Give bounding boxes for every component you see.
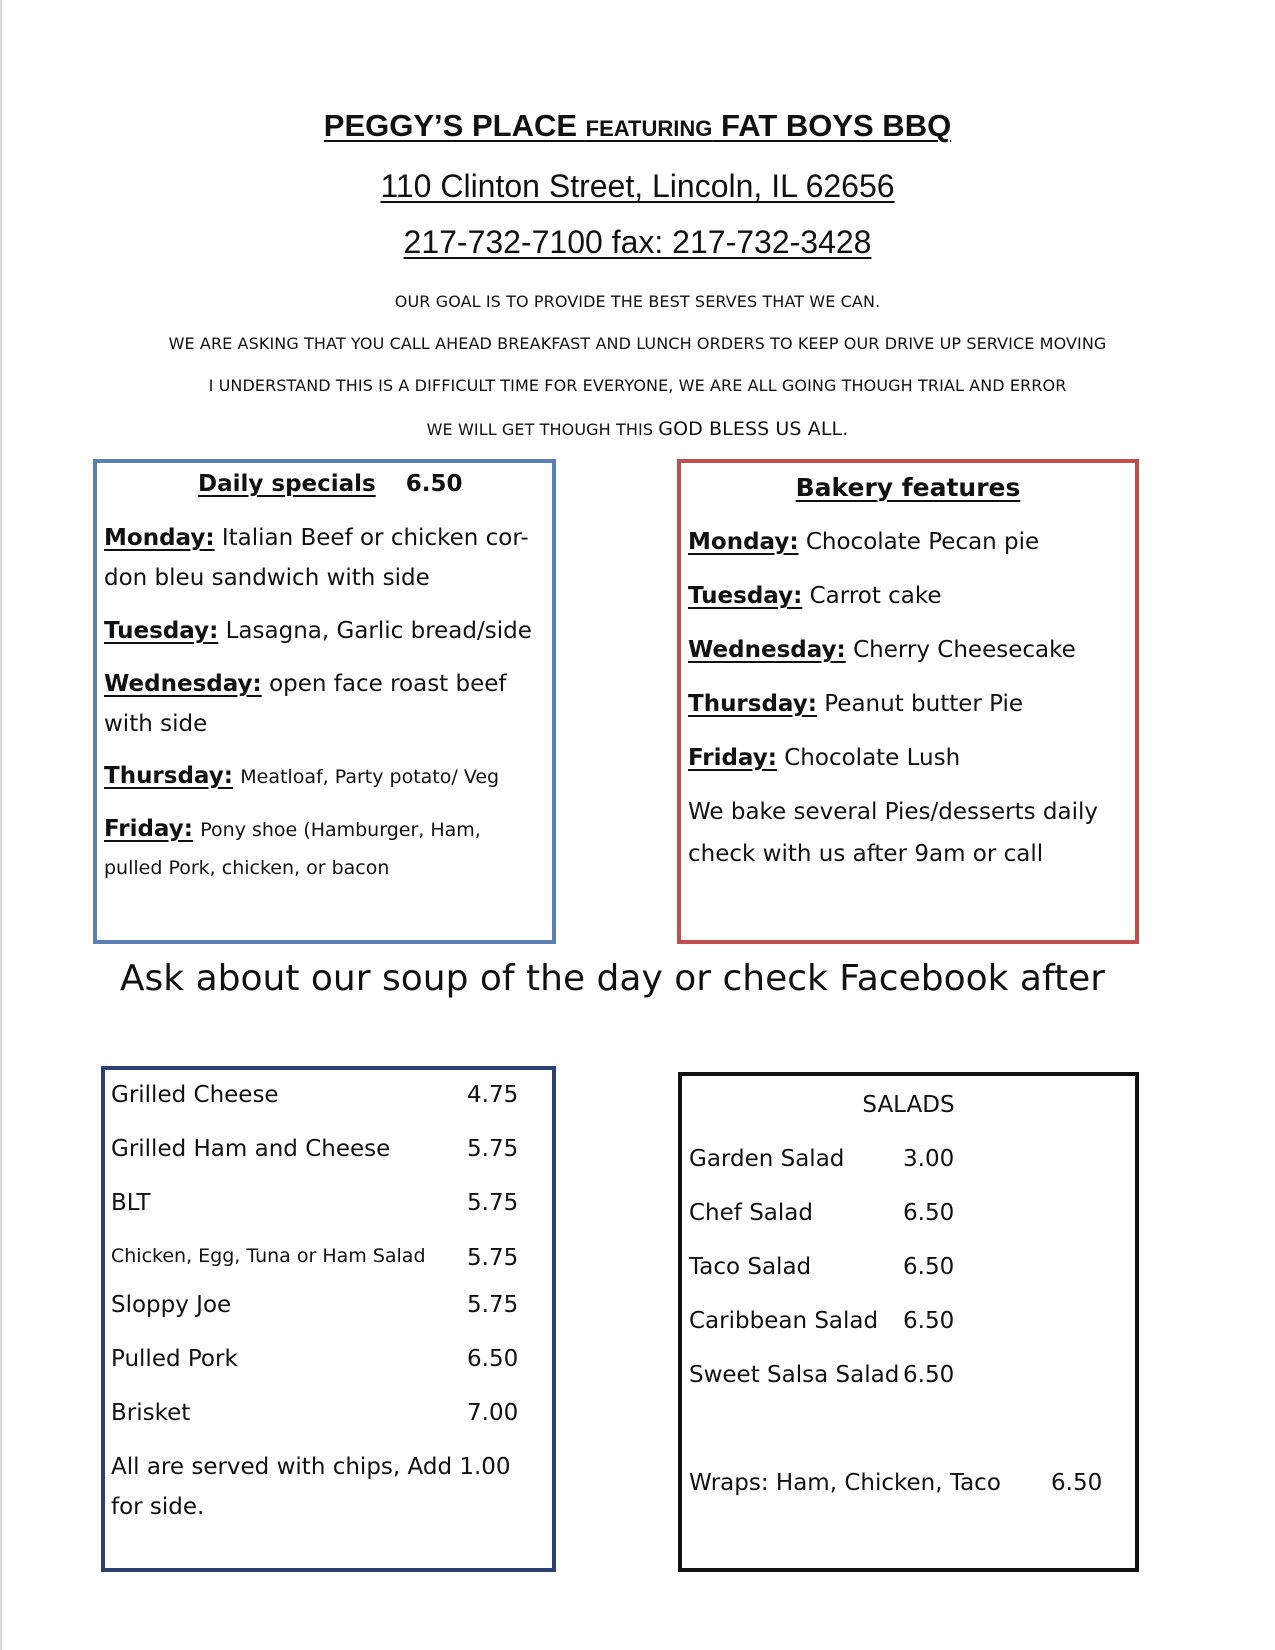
menu-item-price: 6.50 — [467, 1346, 519, 1372]
restaurant-title — [0, 108, 1275, 144]
bakery-title: Bakery features — [795, 473, 1021, 502]
bakery-friday — [688, 745, 960, 771]
daily-friday — [104, 816, 481, 842]
menu-item-name: Pulled Pork — [111, 1346, 238, 1372]
bakery-wednesday-text: Cherry Cheesecake — [853, 637, 1076, 663]
bakery-wednesday — [688, 637, 1076, 663]
soup-of-the-day-line: Ask about our soup of the day or check Facebook after — [119, 958, 1106, 999]
daily-friday-cont: pulled Pork, chicken, or bacon — [104, 857, 390, 879]
wraps-price: 6.50 — [1051, 1470, 1103, 1496]
menu-item-price: 4.75 — [467, 1082, 519, 1108]
salad-item-name: Sweet Salsa Salad — [689, 1362, 900, 1388]
restaurant-name: PEGGY’S PLACE — [323, 108, 578, 143]
notice-get-through: WE WILL GET THOUGH THIS — [426, 420, 654, 439]
daily-specials-box — [93, 459, 556, 944]
bakery-monday — [688, 529, 1039, 555]
menu-item-price: 5.75 — [467, 1136, 519, 1162]
daily-wednesday-cont: with side — [104, 711, 208, 737]
bakery-tuesday-label: Tuesday: — [688, 583, 803, 609]
bakery-tuesday — [688, 583, 942, 609]
menu-item-price: 5.75 — [467, 1245, 519, 1271]
daily-tuesday-text: Lasagna, Garlic bread/side — [225, 618, 532, 644]
salad-item-name: Taco Salad — [689, 1254, 812, 1280]
bakery-features-box — [677, 459, 1139, 944]
sandwiches-box — [101, 1066, 556, 1572]
daily-monday-label: Monday: — [104, 525, 215, 551]
notice-call-ahead: WE ARE ASKING THAT YOU CALL AHEAD BREAKFAST AND LUNCH ORDERS TO KEEP OUR DRIVE UP SERVICE MOVING — [168, 334, 1107, 353]
daily-specials-heading — [198, 471, 463, 497]
menu-item-name: Chicken, Egg, Tuna or Ham Salad — [111, 1245, 426, 1267]
menu-item-name: BLT — [111, 1190, 151, 1216]
notice-blessing — [0, 418, 1275, 440]
daily-monday-cont: don bleu sandwich with side — [104, 565, 430, 591]
bakery-monday-text: Chocolate Pecan pie — [805, 529, 1040, 555]
address-text: 110 Clinton Street, Lincoln, IL 62656 — [380, 168, 895, 204]
address — [0, 168, 1275, 205]
restaurant-title-text — [324, 108, 951, 143]
bakery-heading — [681, 473, 1135, 502]
salad-item-price: 6.50 — [903, 1200, 955, 1226]
salad-item-name: Chef Salad — [689, 1200, 813, 1226]
daily-specials-title: Daily specials — [198, 471, 376, 497]
bakery-note-cont: check with us after 9am or call — [688, 841, 1044, 867]
daily-wednesday-text: open face roast beef — [269, 671, 507, 697]
notice-goal: OUR GOAL IS TO PROVIDE THE BEST SERVES THAT WE CAN. — [394, 292, 881, 311]
daily-monday-text: Italian Beef or chicken cor- — [221, 525, 529, 551]
menu-item-name: Brisket — [111, 1400, 191, 1426]
daily-wednesday-label: Wednesday: — [104, 671, 262, 697]
bakery-friday-text: Chocolate Lush — [784, 745, 961, 771]
bakery-thursday-label: Thursday: — [688, 691, 817, 717]
notice-difficult-time: I UNDERSTAND THIS IS A DIFFICULT TIME FOR EVERYONE, WE ARE ALL GOING THOUGH TRIAL AND ERROR — [208, 376, 1067, 395]
salads-title: SALADS — [862, 1092, 955, 1118]
salads-box — [678, 1072, 1139, 1572]
daily-monday — [104, 525, 529, 551]
sandwich-note-cont: for side. — [111, 1494, 205, 1520]
bakery-thursday-text: Peanut butter Pie — [824, 691, 1024, 717]
daily-tuesday-label: Tuesday: — [104, 618, 219, 644]
daily-tuesday — [104, 618, 532, 644]
salad-item-price: 3.00 — [903, 1146, 955, 1172]
bakery-tuesday-text: Carrot cake — [809, 583, 942, 609]
salad-item-price: 6.50 — [903, 1254, 955, 1280]
daily-wednesday — [104, 671, 507, 697]
bakery-wednesday-label: Wednesday: — [688, 637, 846, 663]
menu-item-name: Grilled Ham and Cheese — [111, 1136, 391, 1162]
daily-thursday — [104, 763, 499, 789]
salad-item-name: Caribbean Salad — [689, 1308, 879, 1334]
menu-item-name: Grilled Cheese — [111, 1082, 279, 1108]
featuring-label: FEATURING — [585, 116, 713, 141]
phone-fax — [0, 224, 1275, 261]
menu-item-name: Sloppy Joe — [111, 1292, 232, 1318]
daily-thursday-label: Thursday: — [104, 763, 233, 789]
salad-item-price: 6.50 — [903, 1308, 955, 1334]
salad-item-name: Garden Salad — [689, 1146, 845, 1172]
salad-item-price: 6.50 — [903, 1362, 955, 1388]
featured-brand: FAT BOYS BBQ — [720, 108, 952, 143]
menu-item-price: 7.00 — [467, 1400, 519, 1426]
daily-specials-price: 6.50 — [405, 471, 463, 497]
menu-item-price: 5.75 — [467, 1190, 519, 1216]
bakery-monday-label: Monday: — [688, 529, 799, 555]
bakery-note: We bake several Pies/desserts daily — [688, 799, 1099, 825]
daily-thursday-text: Meatloaf, Party potato/ Veg — [240, 766, 500, 788]
daily-friday-label: Friday: — [104, 816, 193, 842]
sandwich-note: All are served with chips, Add 1.00 — [111, 1454, 511, 1480]
notice-god-bless: GOD BLESS US ALL. — [658, 418, 849, 440]
menu-item-price: 5.75 — [467, 1292, 519, 1318]
wraps-label: Wraps: Ham, Chicken, Taco — [689, 1470, 1001, 1496]
bakery-thursday — [688, 691, 1023, 717]
phone-fax-text: 217-732-7100 fax: 217-732-3428 — [403, 224, 872, 260]
daily-friday-text: Pony shoe (Hamburger, Ham, — [200, 819, 481, 841]
bakery-friday-label: Friday: — [688, 745, 777, 771]
